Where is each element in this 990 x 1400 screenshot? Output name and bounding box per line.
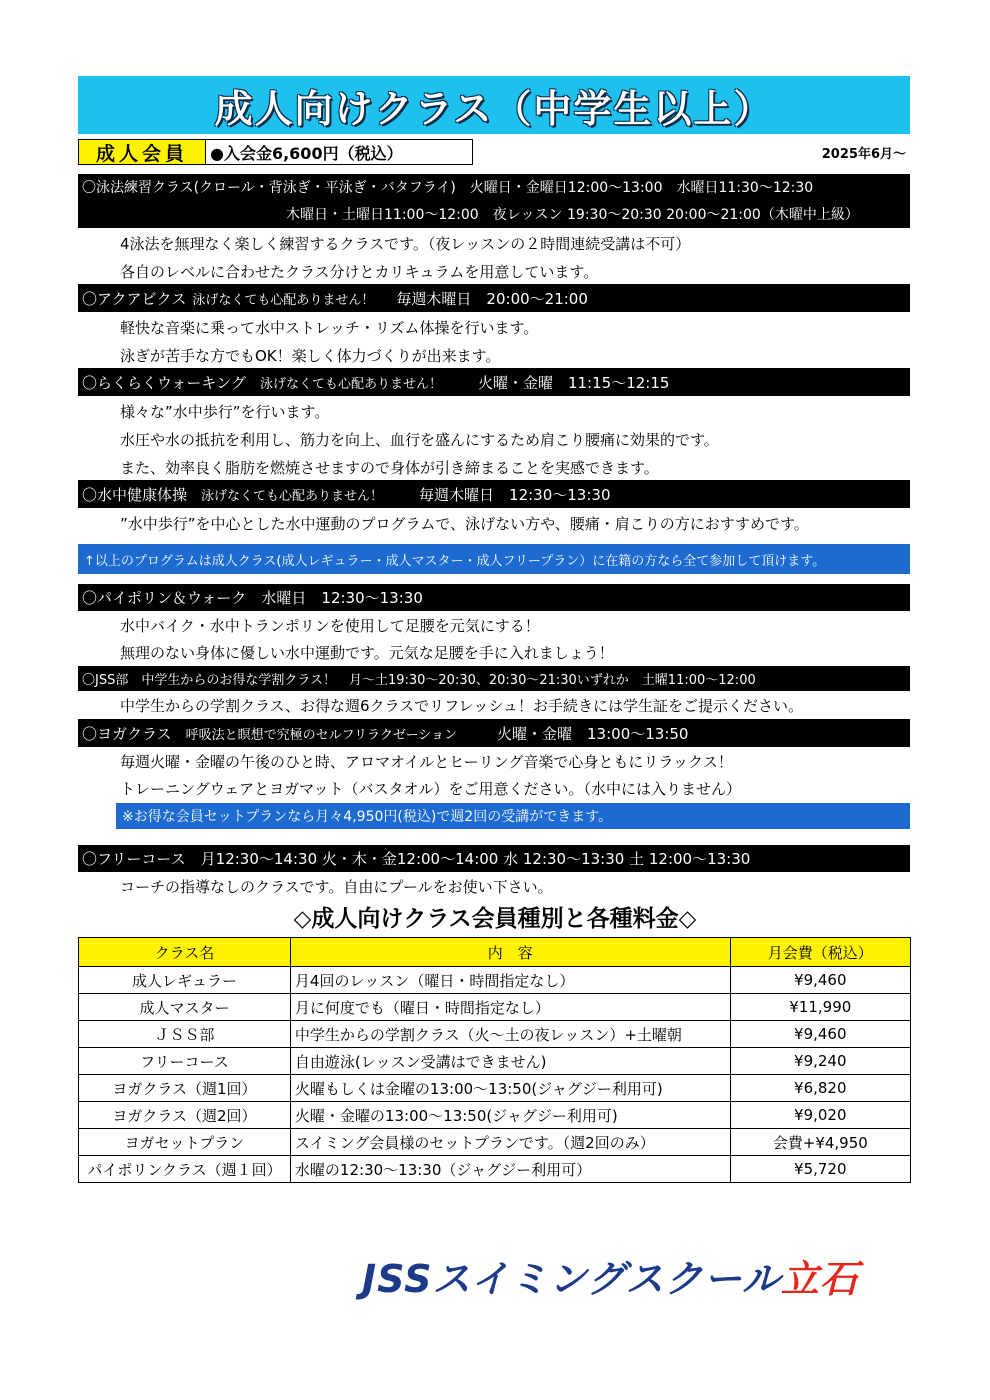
- class-name: ヨガセットプラン: [79, 1129, 291, 1156]
- yoga-time: 火曜・金曜 13:00～13:50: [497, 724, 689, 743]
- health-desc-1: ”水中歩行”を中心とした水中運動のプログラムで、泳げない方や、腰痛・肩こりの方におすすめです。: [120, 515, 809, 533]
- table-row: [79, 967, 911, 994]
- monthly-fee: ¥9,240: [730, 1048, 910, 1075]
- class-content: 火曜・金曜の13:00～13:50(ジャグジー利用可): [290, 1102, 730, 1129]
- health-bar: [78, 480, 910, 508]
- yoga-set-plan-note: ※お得な会員セットプランなら月々4,950円(税込)で週2回の受講ができます。: [116, 803, 910, 829]
- fees-section-title: ◇成人向けクラス会員種別と各種料金◇: [293, 906, 697, 932]
- header-monthly-fee: 月会費（税込）: [730, 938, 910, 967]
- class-name: ヨガクラス（週1回）: [79, 1075, 291, 1102]
- class-name: パイポリンクラス（週１回）: [79, 1156, 291, 1183]
- class-name: ヨガクラス（週2回）: [79, 1102, 291, 1129]
- swim-desc-2: 各自のレベルに合わせたクラス分けとカリキュラムを用意しています。: [120, 263, 599, 281]
- member-label: 成人会員: [78, 139, 206, 165]
- swim-class-bar-2: 木曜日・土曜日11:00～12:00 夜レッスン 19:30～20:30 20:00～21:00（木曜中上級）: [78, 200, 910, 228]
- paipolin-bar: 〇パイポリン＆ウォーク 水曜日 12:30～13:30: [78, 584, 910, 611]
- header-content: 内 容: [290, 938, 730, 967]
- walking-desc-3: また、効率良く脂肪を燃焼させますので身体が引き締まることを実感できます。: [120, 459, 659, 477]
- member-row: [78, 139, 473, 165]
- table-row: [79, 1102, 911, 1129]
- monthly-fee: ¥11,990: [730, 994, 910, 1021]
- monthly-fee: ¥9,460: [730, 967, 910, 994]
- header-class-name: クラス名: [79, 938, 291, 967]
- aquabics-time: 毎週木曜日 20:00～21:00: [396, 289, 588, 308]
- table-row: [79, 1075, 911, 1102]
- aquabics-desc-1: 軽快な音楽に乗って水中ストレッチ・リズム体操を行います。: [120, 319, 539, 337]
- monthly-fee: 会費+¥4,950: [730, 1129, 910, 1156]
- table-row: [79, 1021, 911, 1048]
- walking-note: 泳げなくても心配ありません！: [259, 376, 442, 392]
- yoga-note: 呼吸法と瞑想で究極のセルフリラクゼーション: [185, 727, 458, 743]
- fees-header-row: [79, 938, 911, 967]
- class-content: 月に何度でも（曜日・時間指定なし）: [290, 994, 730, 1021]
- paipolin-desc-1: 水中バイク・水中トランポリンを使用して足腰を元気にする！: [120, 617, 540, 635]
- swim-class-bar: 〇泳法練習クラス(クロール・背泳ぎ・平泳ぎ・バタフライ) 火曜日・金曜日12:00～13:00 水曜日11:30～12:30: [78, 174, 910, 200]
- yoga-bar: [78, 719, 910, 747]
- class-content: 水曜の12:30～13:30（ジャグジー利用可）: [290, 1156, 730, 1183]
- table-row: [79, 1048, 911, 1075]
- walking-bar: [78, 368, 910, 396]
- paipolin-desc-2: 無理のない身体に優しい水中運動です。元気な足腰を手に入れましょう！: [120, 644, 614, 662]
- class-content: 自由遊泳(レッスン受講はできません): [290, 1048, 730, 1075]
- walking-name: 〇らくらくウォーキング: [82, 373, 246, 392]
- yoga-desc-1: 毎週火曜・金曜の午後のひと時、アロマオイルとヒーリング音楽で心身ともにリラックス！: [120, 753, 733, 771]
- logo-store: 立石: [780, 1257, 859, 1301]
- table-row: [79, 1129, 911, 1156]
- walking-desc-1: 様々な”水中歩行”を行います。: [120, 403, 330, 421]
- aquabics-desc-2: 泳ぎが苦手な方でもOK！楽しく体力づくりが出来ます。: [120, 347, 501, 365]
- class-name: 成人レギュラー: [79, 967, 291, 994]
- class-name: フリーコース: [79, 1048, 291, 1075]
- yoga-desc-2: トレーニングウェアとヨガマット（バスタオル）をご用意ください。（水中には入りません）: [120, 780, 742, 798]
- class-name: ＪＳＳ部: [79, 1021, 291, 1048]
- class-name: 成人マスター: [79, 994, 291, 1021]
- aquabics-name: 〇アクアビクス: [82, 289, 187, 308]
- health-name: 〇水中健康体操: [82, 485, 188, 504]
- fees-table: [78, 937, 911, 1183]
- monthly-fee: ¥5,720: [730, 1156, 910, 1183]
- page-title: 成人向けクラス（中学生以上）: [78, 76, 910, 134]
- jss-bar: 〇JSS部 中学生からのお得な学割クラス！ 月～土19:30～20:30、20:30～21:30いずれか 土曜11:00～12:00: [78, 666, 910, 691]
- walking-desc-2: 水圧や水の抵抗を利用し、筋力を向上、血行を盛んにするため肩こり腰痛に効果的です。: [120, 431, 719, 449]
- health-note: 泳げなくても心配ありません！: [201, 488, 384, 504]
- class-content: 月4回のレッスン（曜日・時間指定なし）: [290, 967, 730, 994]
- effective-date: 2025年6月～: [821, 147, 906, 162]
- walking-time: 火曜・金曜 11:15～12:15: [477, 373, 670, 392]
- monthly-fee: ¥9,460: [730, 1021, 910, 1048]
- aquabics-note: 泳げなくても心配ありません！: [192, 292, 375, 308]
- table-row: [79, 1156, 911, 1183]
- entry-fee: ●入会金6,600円（税込）: [206, 139, 473, 165]
- aquabics-bar: [78, 284, 910, 312]
- health-time: 毎週木曜日 12:30～13:30: [419, 485, 611, 504]
- class-content: 火曜もしくは金曜の13:00～13:50(ジャグジー利用可): [290, 1075, 730, 1102]
- jss-logo: [362, 1248, 859, 1303]
- yoga-name: 〇ヨガクラス: [82, 724, 172, 743]
- class-content: スイミング会員様のセットプランです。（週2回のみ）: [290, 1129, 730, 1156]
- notice-bar: ↑以上のプログラムは成人クラス(成人レギュラー・成人マスター・成人フリープラン）に在籍の方なら全て参加して頂けます。: [78, 544, 910, 574]
- logo-brand: JSSスイミングスクール: [362, 1257, 781, 1301]
- free-course-desc-1: コーチの指導なしのクラスです。自由にプールをお使い下さい。: [120, 878, 553, 896]
- class-content: 中学生からの学割クラス（火～土の夜レッスン）+土曜朝: [290, 1021, 730, 1048]
- jss-desc-1: 中学生からの学割クラス、お得な週6クラスでリフレッシュ！お手続きには学生証をご提示ください。: [120, 697, 804, 715]
- monthly-fee: ¥6,820: [730, 1075, 910, 1102]
- table-row: [79, 994, 911, 1021]
- swim-desc-1: 4泳法を無理なく楽しく練習するクラスです。（夜レッスンの２時間連続受講は不可）: [120, 235, 691, 253]
- monthly-fee: ¥9,020: [730, 1102, 910, 1129]
- free-course-bar: 〇フリーコース 月12:30～14:30 火・木・金12:00～14:00 水 12:30～13:30 土 12:00～13:30: [78, 845, 910, 872]
